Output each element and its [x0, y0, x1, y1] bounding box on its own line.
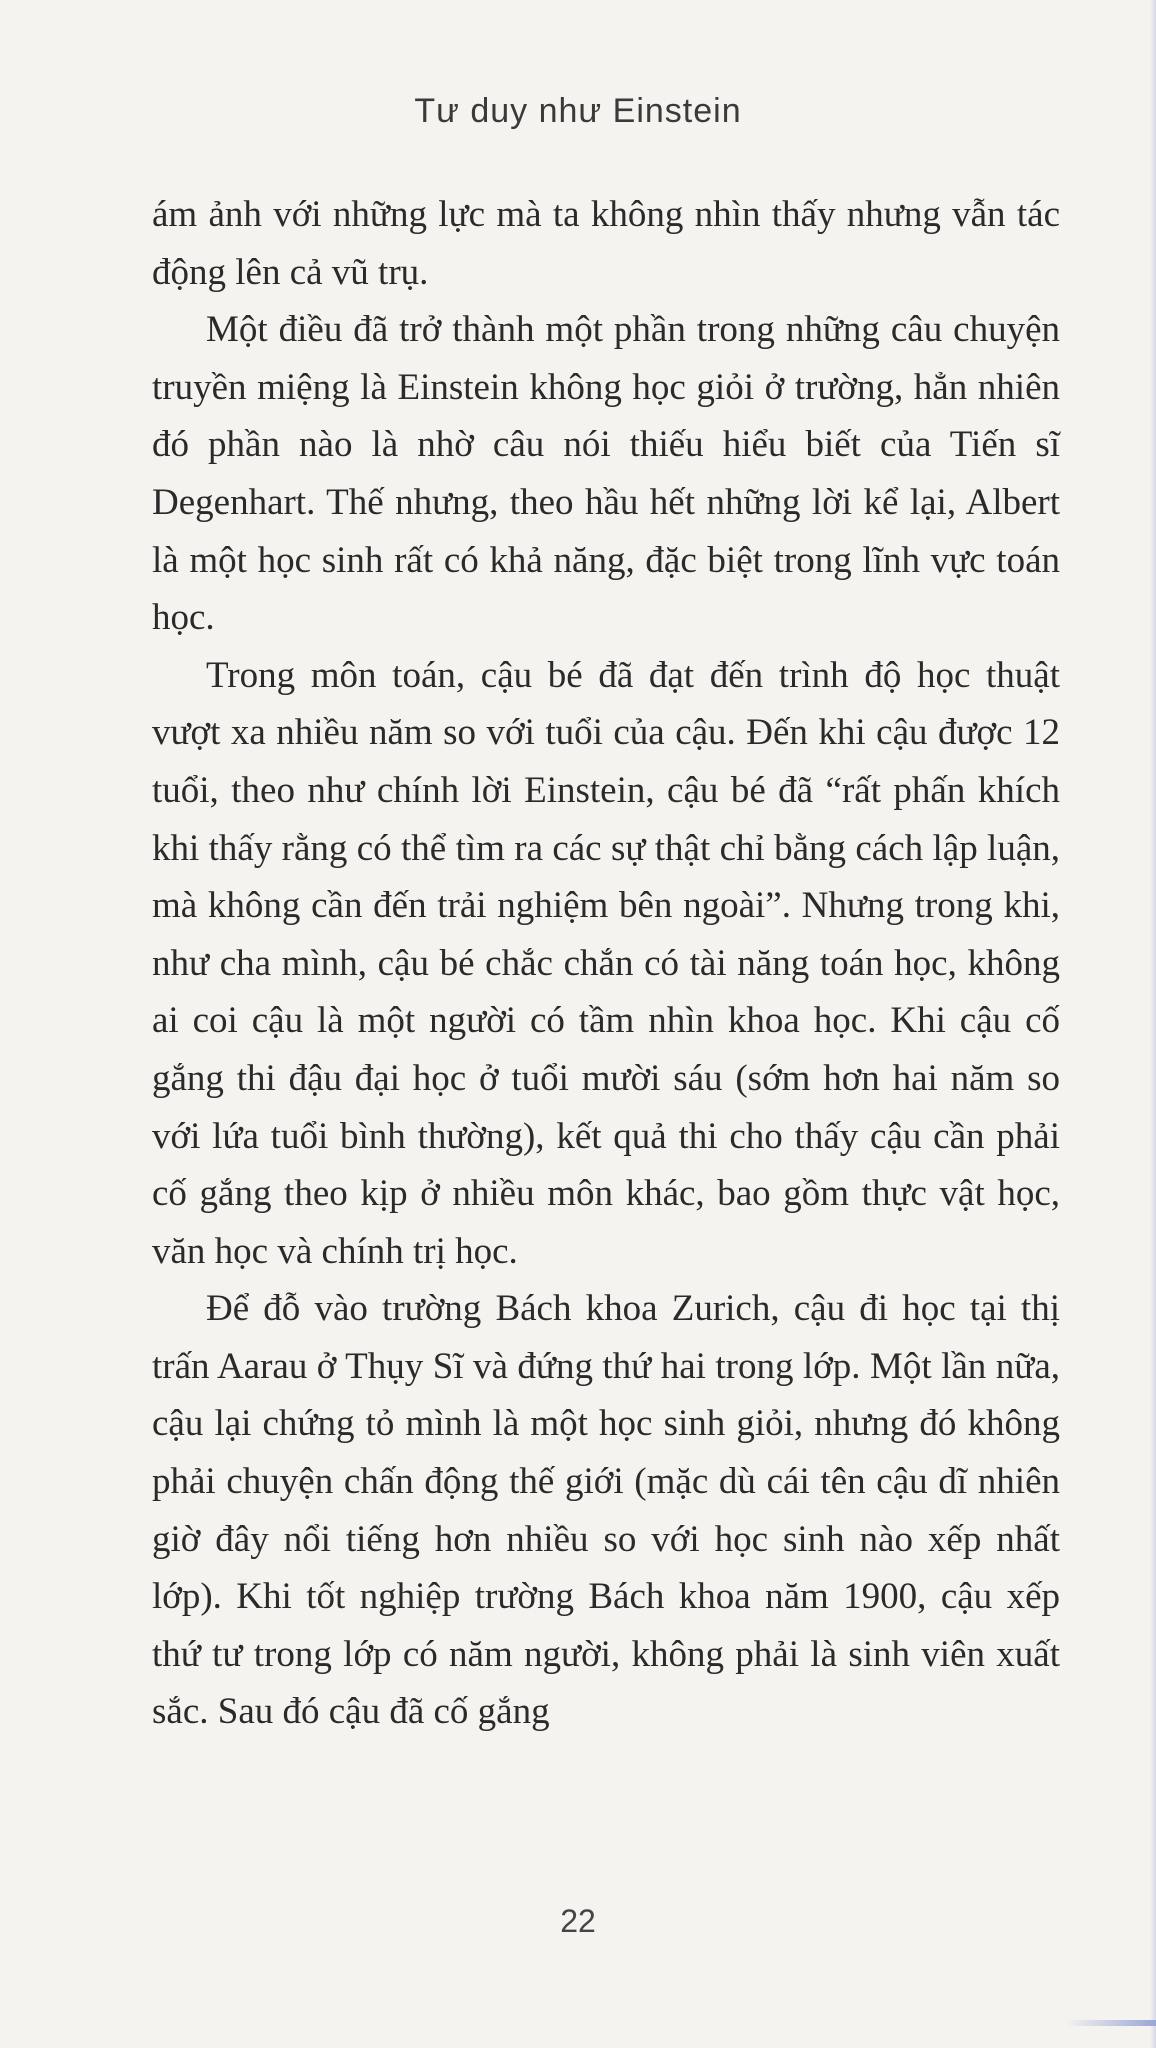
paragraph-myth: Một điều đã trở thành một phần trong những câu chuyện truyền miệng là Einstein không học giỏi ở trường, hẳn nhiên đó phần nào là nhờ câu nói thiếu hiểu biết của Tiến sĩ Degenhart. Thế nhưng, theo hầu hết những lời kể lại, Albert là một học sinh rất có khả năng, đặc biệt trong lĩnh vực toán học.	[152, 309, 1060, 639]
page-edge-shadow	[1150, 0, 1156, 2048]
paragraph-math: Trong môn toán, cậu bé đã đạt đến trình độ học thuật vượt xa nhiều năm so với tuổi của cậu. Đến khi cậu được 12 tuổi, theo như chính lời Einstein, cậu bé đã “rất phấn khích khi thấy rằng có thể tìm ra các sự thật chỉ bằng cách lập luận, mà không cần đến trải nghiệm bên ngoài”. Nhưng trong khi, như cha mình, cậu bé chắc chắn có tài năng toán học, không ai coi cậu là một người có tầm nhìn khoa học. Khi cậu cố gắng thi đậu đại học ở tuổi mười sáu (sớm hơn hai năm so với lứa tuổi bình thường), kết quả thi cho thấy cậu cần phải cố gắng theo kịp ở nhiều môn khác, bao gồm thực vật học, văn học và chính trị học.	[152, 654, 1060, 1272]
paragraph-zurich: Để đỗ vào trường Bách khoa Zurich, cậu đi học tại thị trấn Aarau ở Thụy Sĩ và đứng thứ hai trong lớp. Một lần nữa, cậu lại chứng tỏ mình là một học sinh giỏi, nhưng đó không phải chuyện chấn động thế giới (mặc dù cái tên cậu dĩ nhiên giờ đây nổi tiếng hơn nhiều so với học sinh nào xếp nhất lớp). Khi tốt nghiệp trường Bách khoa năm 1900, cậu xếp thứ tư trong lớp có năm người, không phải là sinh viên xuất sắc. Sau đó cậu đã cố gắng	[152, 1288, 1060, 1733]
running-head: Tư duy như Einstein	[414, 92, 742, 130]
body-text	[152, 186, 1060, 1741]
page-number: 22	[560, 1903, 596, 1939]
page-edge-mark	[1066, 2020, 1156, 2026]
paragraph-continuation: ám ảnh với những lực mà ta không nhìn thấy nhưng vẫn tác động lên cả vũ trụ.	[152, 194, 1060, 293]
